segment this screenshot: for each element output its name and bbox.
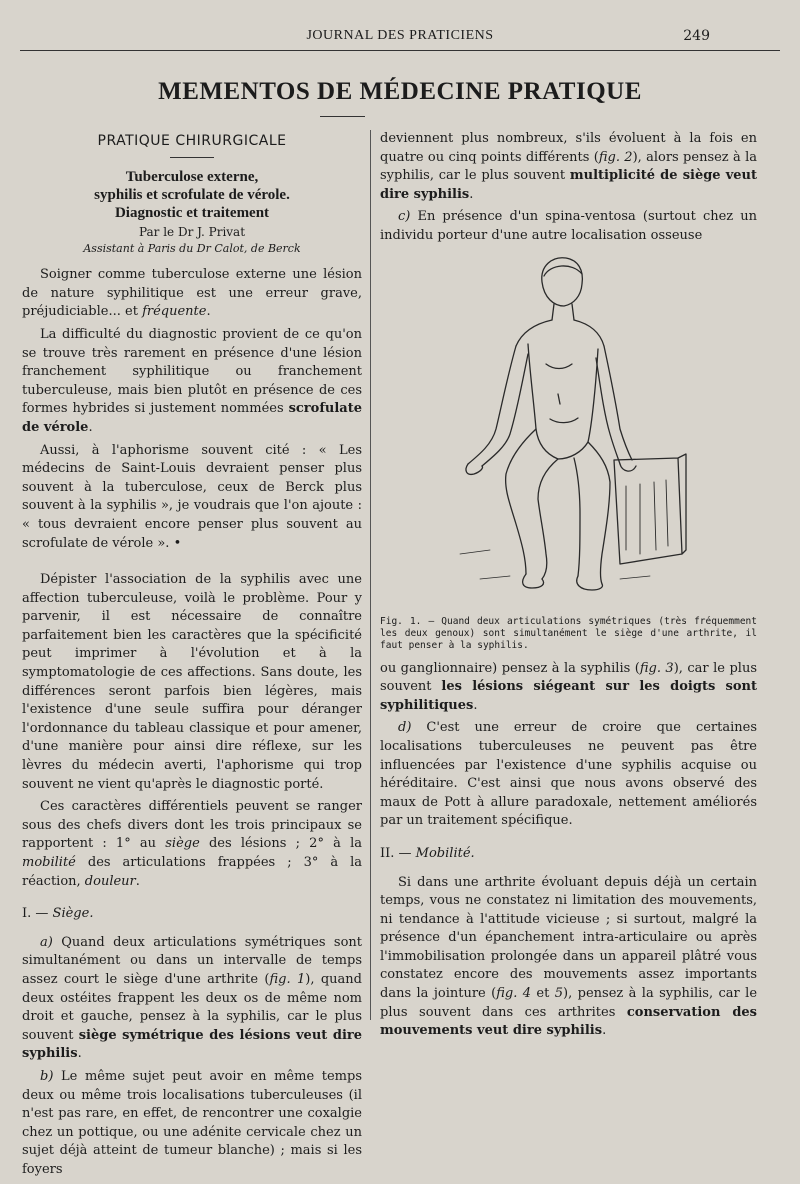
figure-head [542,257,583,305]
paragraph [380,208,757,245]
subsection-heading [380,845,757,864]
bold-text: siège symétrique des lésions veut dire syphilis [22,1027,363,1062]
text: I. — [22,906,53,922]
emphasis: douleur [84,873,136,889]
text: ), pensez à la syphilis, car le plus souvent dans ces arthrites [380,986,758,1020]
figure-1 [380,254,757,614]
figure-reference: fig. 3 [639,660,674,676]
paragraph [22,1068,362,1180]
figure-left-leg [506,429,558,579]
text: Quand deux articulations symétriques sont simultanément ou dans un intervalle de temps assez court le siège d'une arthrite ( [22,934,362,987]
list-marker: a) [40,934,62,950]
bold-text: conservation des mouvements veut dire syphilis [380,1004,757,1039]
running-header [20,28,780,51]
text: Si dans une arthrite évoluant depuis déjà un certain temps, vous ne constatez ni limitation des mouvements, ni tendance à l'attitude vicieuse ; si surtout, malgré la présence d'un épanchement intra-articulaire ou après l'immobilisation prolongée dans un appareil plâtré vous constatez encore des mouvements assez importants dans la jointure ( [380,874,757,1002]
main-title: MEMENTOS DE MÉDECINE PRATIQUE [158,78,642,105]
list-marker: d) [398,720,427,736]
paragraph [380,719,757,831]
figure-right-arm [596,346,632,464]
paragraph [380,660,757,716]
text: des lésions ; 2° à la [199,836,363,852]
text: Le même sujet peut avoir en même temps deux ou même trois localisations tuberculeuses (il n'est pas rare, en effet, de rencontrer une coxalgie chez un pottique, ou une adénite cervicale chez un sujet déjà atteint de tumeur blanche) ; mais si les foyers [22,1068,362,1177]
paragraph [22,266,362,322]
left-column [22,130,362,1184]
emphasis: siège [165,836,200,852]
title-rule [320,116,365,117]
page-number: 249 [683,28,710,44]
paragraph [380,874,757,1041]
paragraph [22,326,362,438]
paragraph: Aussi, à l'aphorisme souvent cité : « Les médecins de Saint-Louis devraient penser plus souvent à la tuberculose, ceux de Berck plus souvent à la syphilis », je voudrais que l'on ajoute : « tous devraient encore penser plus souvent au scrofulate de vérole ». • [22,442,362,551]
paragraph [22,934,362,1064]
text: et [531,986,555,1002]
emphasis: mobilité [22,855,76,870]
article-title [22,168,362,222]
author-byline: Par le Dr J. Privat [138,224,246,239]
text: . [473,697,478,713]
journal-title: JOURNAL DES PRATICIENS [306,28,494,43]
text: . [206,304,211,320]
figure-torso [516,320,604,346]
article-title-line: Tuberculose externe, [125,168,259,185]
paragraph: Dépister l'association de la syphilis avec une affection tuberculeuse, voilà le problème. Pour y parvenir, il est nécessaire de connaître parfaitement bien les caractères que la spécificité peut imprimer à l'évolution et à la symptomatologie de ces affections. Sans doute, les différences seront parfois bien légères, mais l'existence d'une seule suffira pour déranger l'ordonnance du tableau classique et pour amener, d'une manière pour ainsi dire réflexe, sur les lèvres du médecin averti, l'aphorisme qui trop souvent ne vient qu'après le diagnostic porté. [22,572,362,792]
text: C'est une erreur de croire que certaines localisations tuberculeuses ne peuvent pas être influencées par l'existence d'une syphilis acquise ou héréditaire. C'est ainsi que nous avons observé des maux de Pott à allure paradoxale, nettement améliorés par un traitement spécifique. [380,720,758,829]
seated-figure-illustration [450,254,690,609]
section-break [22,557,362,571]
text: . [135,873,140,889]
text: des articulations frappées ; 3° à la réaction, [22,855,362,889]
text: II. — [380,845,416,861]
text: deviennent plus nombreux, s'ils évoluent à la fois en quatre ou cinq points différents ( [380,131,757,165]
text: ), car le plus souvent [380,660,757,695]
text: ou ganglionnaire) pensez à la syphilis ( [380,660,640,676]
article-title-line: syphilis et scrofulate de vérole. [94,186,290,203]
figure-reference: 5 [554,986,564,1002]
text: ), alors pensez à la syphilis, car le plus souvent [380,149,757,184]
right-column [380,130,757,1045]
figure-reference: fig. 2 [598,149,633,165]
bold-text: scrofulate de vérole [22,401,362,435]
paragraph [22,798,362,891]
emphasis: fréquente [142,304,207,320]
list-marker: b) [40,1068,62,1084]
text: Soigner comme tuberculose externe une lésion de nature syphilitique est une erreur grave, préjudiciable... et [22,267,362,320]
figure-right-leg [574,442,610,584]
bold-text: les lésions siégeant sur les doigts sont syphilitiques [380,679,758,713]
figure-caption: Fig. 1. — Quand deux articulations symétriques (très fréquemment les deux genoux) sont simultanément le siège d'une arthrite, il faut penser à la syphilis. [380,615,757,651]
paragraph [380,130,757,204]
section-rule [170,157,214,158]
list-marker: c) [398,209,418,225]
text: La difficulté du diagnostic provient de ce qu'on se trouve très rarement en présence d'une lésion franchement syphilitique ou franchement tuberculeuse, mais bien plutôt en présence de ces formes hybrides si justement nommées [22,326,362,417]
text: . [469,186,474,202]
text: . [602,1023,607,1039]
text: . [88,419,93,435]
text: Ces caractères différentiels peuvent se ranger sous des chefs divers dont les trois principaux se rapportent : 1° au [22,799,362,852]
bold-text: multiplicité de siège veut dire syphilis [380,168,757,202]
emphasis: Siège. [52,906,94,922]
figure-reference: fig. 4 [496,986,532,1002]
author-affiliation: Assistant à Paris du Dr Calot, de Berck [83,241,301,255]
text: . [77,1046,82,1062]
text: ), quand deux ostéites frappent les deux os de même nom droit et gauche, pensez à la syphilis, car le plus souvent [22,971,362,1043]
section-heading: PRATIQUE CHIRURGICALE [97,133,287,149]
article-title-line: Diagnostic et traitement [114,204,270,221]
figure-reference: fig. 1 [269,971,306,987]
text: En présence d'un spina-ventosa (surtout chez un individu porteur d'une autre localisation osseuse [380,209,757,243]
emphasis: Mobilité. [415,845,475,861]
subsection-heading [22,905,362,924]
column-divider [370,130,371,1020]
